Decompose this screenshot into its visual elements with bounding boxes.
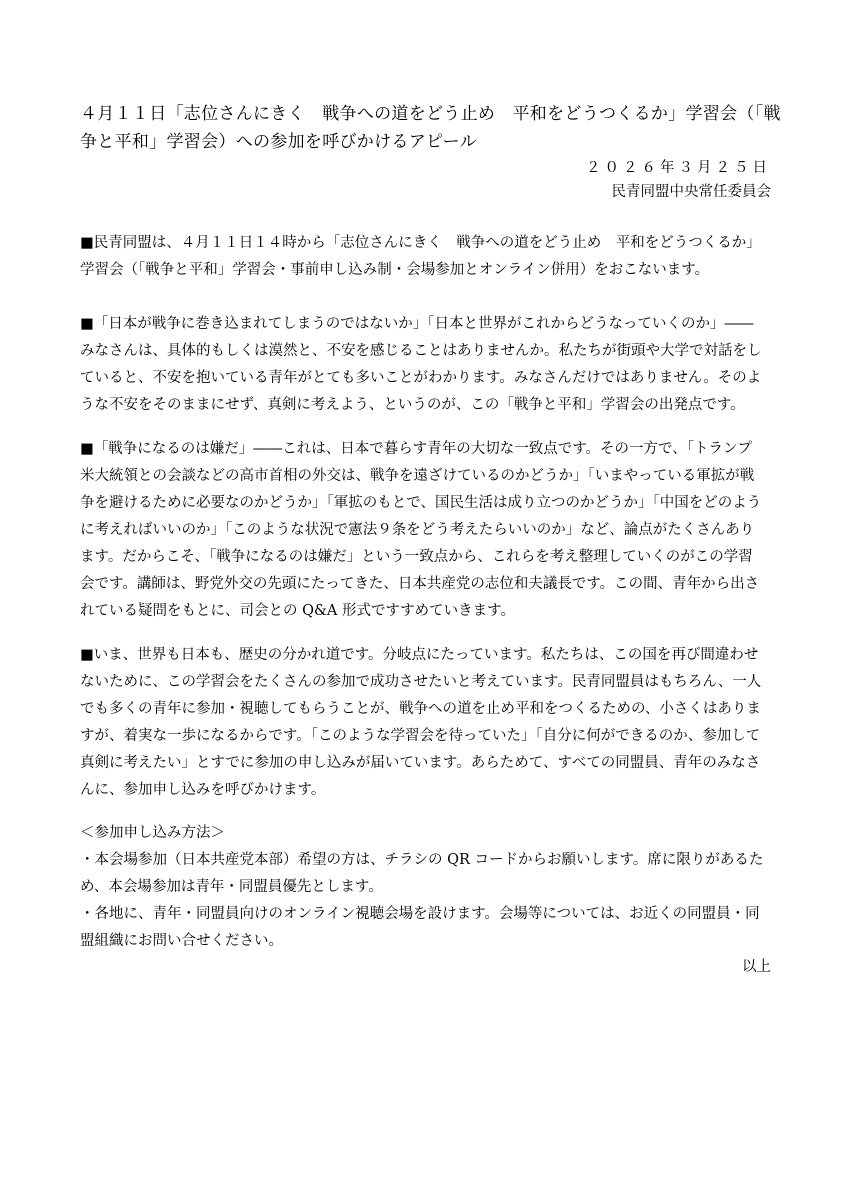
paragraph-line: みなさんは、具体的もしくは漠然と、不安を感じることはありませんか。私たちが街頭や大学で対話をし xyxy=(80,343,762,359)
paragraph-line: ます。だからこそ、「戦争になるのは嫌だ」という一致点から、これらを考え整理していくのがこの学習 xyxy=(80,549,753,565)
paragraph-line: ■いま、世界も日本も、歴史の分かれ道です。分岐点にたっています。私たちは、この国を再び間違わせ xyxy=(80,647,759,663)
application-method-section xyxy=(80,820,780,955)
closing-mark: 以上 xyxy=(742,959,771,975)
method-line: ・本会場参加（日本共産党本部）希望の方は、チラシの QR コードからお願いします。席に限りがあるた xyxy=(80,852,764,868)
paragraph-line: に考えればいいのか」「このような状況で憲法９条をどう考えたらいいのか」など、論点がたくさんあり xyxy=(80,522,755,538)
paragraph-line: 学習会（「戦争と平和」学習会・事前申し込み制・会場参加とオンライン併用）をおこないます。 xyxy=(80,262,710,278)
document-title xyxy=(80,100,780,156)
paragraph-announcement xyxy=(80,230,780,284)
method-heading: ＜参加申し込み方法＞ xyxy=(80,825,225,841)
paragraph-line: すが、着実な一歩になるからです。「このような学習会を待っていた」「自分に何ができるのか、参加して xyxy=(80,728,761,744)
paragraph-line: ないために、この学習会をたくさんの参加で成功させたいと考えています。民青同盟員はもちろん、一人 xyxy=(80,674,762,690)
title-line: ４月１１日「志位さんにきく 戦争への道をどう止め 平和をどうつくるか」学習会（「戦 xyxy=(80,104,781,124)
paragraph-line: れている疑問をもとに、司会との Q&A 形式ですすめていきます。 xyxy=(80,603,515,619)
paragraph-discussion-points xyxy=(80,436,780,625)
document-date: ２０２６年３月２５日 xyxy=(586,160,771,176)
paragraph-line: ■民青同盟は、４月１１日１４時から「志位さんにきく 戦争への道をどう止め 平和をどうつくるか」 xyxy=(80,235,761,251)
issuing-organization: 民青同盟中央常任委員会 xyxy=(611,184,771,200)
title-line: 争と平和」学習会）への参加を呼びかけるアピール xyxy=(80,132,477,152)
method-line: め、本会場参加は青年・同盟員優先とします。 xyxy=(80,879,383,895)
paragraph-line: 真剣に考えたい」とすでに参加の申し込みが届いています。あらためて、すべての同盟員、青年のみなさ xyxy=(80,755,761,771)
paragraph-line: ■「日本が戦争に巻き込まれてしまうのではないか」「日本と世界がこれからどうなっていくのか」―― xyxy=(80,316,754,332)
paragraph-line: でも多くの青年に参加・視聴してもらうことが、戦争への道を止め平和をつくるための、小さくはありま xyxy=(80,701,761,717)
paragraph-line: んに、参加申し込みを呼びかけます。 xyxy=(80,782,326,798)
paragraph-line: 争を避けるために必要なのかどうか」「軍拡のもとで、国民生活は成り立つのかどうか」「中国をどのよう xyxy=(80,495,762,511)
paragraph-line: 会です。講師は、野党外交の先頭にたってきた、日本共産党の志位和夫議長です。この間、青年から出さ xyxy=(80,576,760,592)
paragraph-line: 米大統領との会談などの高市首相の外交は、戦争を遠ざけているのかどうか」「いまやっている軍拡が戦 xyxy=(80,468,755,484)
paragraph-call-to-action xyxy=(80,642,780,804)
method-line: ・各地に、青年・同盟員向けのオンライン視聴会場を設けます。会場等については、お近くの同盟員・同 xyxy=(80,906,760,922)
paragraph-line: ■「戦争になるのは嫌だ」――これは、日本で暮らす青年の大切な一致点です。その一方で、「トランプ xyxy=(80,441,752,457)
method-line: 盟組織にお問い合せください。 xyxy=(80,933,283,949)
paragraph-line: うな不安をそのままにせず、真剣に考えよう、というのが、この「戦争と平和」学習会の出発点です。 xyxy=(80,397,745,413)
paragraph-starting-point xyxy=(80,311,780,419)
paragraph-line: ていると、不安を抱いている青年がとても多いことがわかります。みなさんだけではありません。そのよ xyxy=(80,370,762,386)
